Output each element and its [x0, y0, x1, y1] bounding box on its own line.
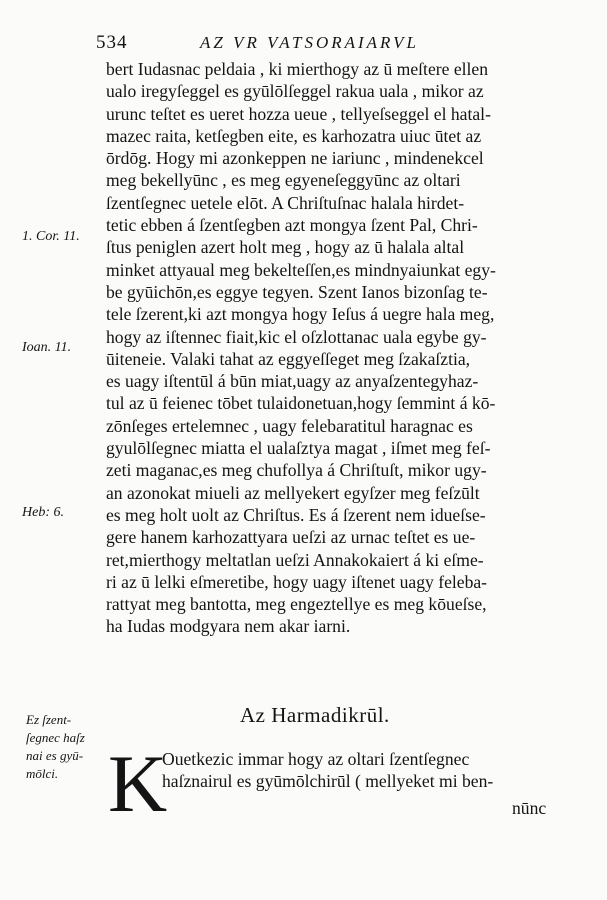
text-line: urunc teſtet es ueret hozza ueue , tellyeſseggel el hatal-	[106, 103, 491, 124]
text-line: es meg holt uolt az Chriſtus. Es á ſzerent nem idueſse-	[106, 504, 486, 525]
text-line: ret,mierthogy meltatlan ueſzi Annakokaiert á ki eſme-	[106, 549, 484, 570]
text-line: Ouetkezic immar hogy az oltari ſzentſegnec	[162, 749, 470, 769]
page-number: 534	[96, 32, 128, 53]
text-line: ſtus peniglen azert holt meg , hogy az ū halala altal	[106, 237, 465, 258]
text-line: tele ſzerent,ki azt mongya hogy Ieſus á uegre hala meg,	[106, 304, 495, 325]
gloss-line: mōlci.	[26, 766, 59, 781]
text-line: ri az ū lelki eſmeretibe, hogy uagy iſtenet uagy feleba-	[106, 571, 488, 592]
text-line: minket attyaual meg bekelteſſen,es mindnyaiunkat egy-	[106, 259, 496, 280]
text-line: bert Iudasnac peldaia , ki mierthogy az ū meſtere ellen	[106, 59, 489, 79]
margin-gloss	[26, 711, 106, 783]
text-line: gyulōlſegnec miatta el ualaſztya magat , iſmet meg feſ-	[106, 438, 491, 459]
margin-note-cor: 1. Cor. 11.	[22, 229, 80, 244]
text-line: haſznairul es gyūmōlchirūl ( mellyeket mi ben-	[162, 771, 494, 792]
text-line: ōrdōg. Hogy mi azonkeppen ne iariunc , mindenekcel	[106, 148, 484, 169]
text-line: ſzentſegnec uetele elōt. A Chriſtuſnac halala hirdet-	[106, 192, 465, 213]
text-line: zōnſeges ertelemnec , uagy felebaratitul haragnac es	[106, 415, 473, 436]
text-line: an azonokat miueli az mellyekert egyſzer meg feſzūlt	[106, 482, 480, 503]
text-line: meg bekellyūnc , es meg egyeneſeggyūnc az oltari	[106, 170, 461, 191]
text-line: gere hanem karhozattyara ueſzi az urnac teſtet es ue-	[106, 527, 476, 548]
text-line: rattyat meg bantotta, meg engeztellye es meg kōueſse,	[106, 594, 487, 615]
text-line: mazec raita, ketſegben eite, es karhozatra uiuc ūtet az	[106, 125, 482, 146]
drop-cap: K	[108, 738, 168, 829]
text-line: zeti maganac,es meg chufollya á Chriſtuſt, mikor ugy-	[106, 460, 487, 481]
gloss-line: Ez ſzent-	[26, 712, 72, 727]
catchword: nūnc	[512, 798, 547, 818]
margin-note-joan: Ioan. 11.	[22, 340, 72, 355]
text-line: tul az ū feienec tōbet tulaidonetuan,hogy ſemmint á kō-	[106, 393, 496, 414]
gloss-line: nai es gyū-	[26, 748, 84, 763]
body-text	[106, 58, 566, 638]
gloss-line: ſegnec haſz	[26, 730, 85, 745]
margin-note-heb: Heb: 6.	[22, 505, 64, 520]
text-line: be gyūichōn,es eggye tegyen. Szent Ianos bizonſag te-	[106, 281, 488, 302]
section-heading: Az Harmadikrūl.	[240, 703, 390, 727]
text-line: tetic ebben á ſzentſegben azt mongya ſzent Pal, Chri-	[106, 215, 478, 236]
page-header	[96, 32, 566, 58]
section-paragraph	[162, 748, 567, 793]
text-line: es uagy iſtentūl á būn miat,uagy az anyaſzentegyhaz-	[106, 371, 479, 392]
text-line: ha Iudas modgyara nem akar iarni.	[106, 616, 351, 637]
text-line: ūiteneie. Valaki tahat az eggyeſſeget meg ſzakaſztia,	[106, 348, 471, 369]
text-line: hogy az iſtennec fiait,kic el oſzlottanac uala egybe gy-	[106, 326, 487, 347]
text-line: ualo iregyſeggel es gyūlōlſeggel rakua uala , mikor az	[106, 81, 484, 102]
running-head: AZ VR VATSORAIARVL	[200, 33, 419, 52]
